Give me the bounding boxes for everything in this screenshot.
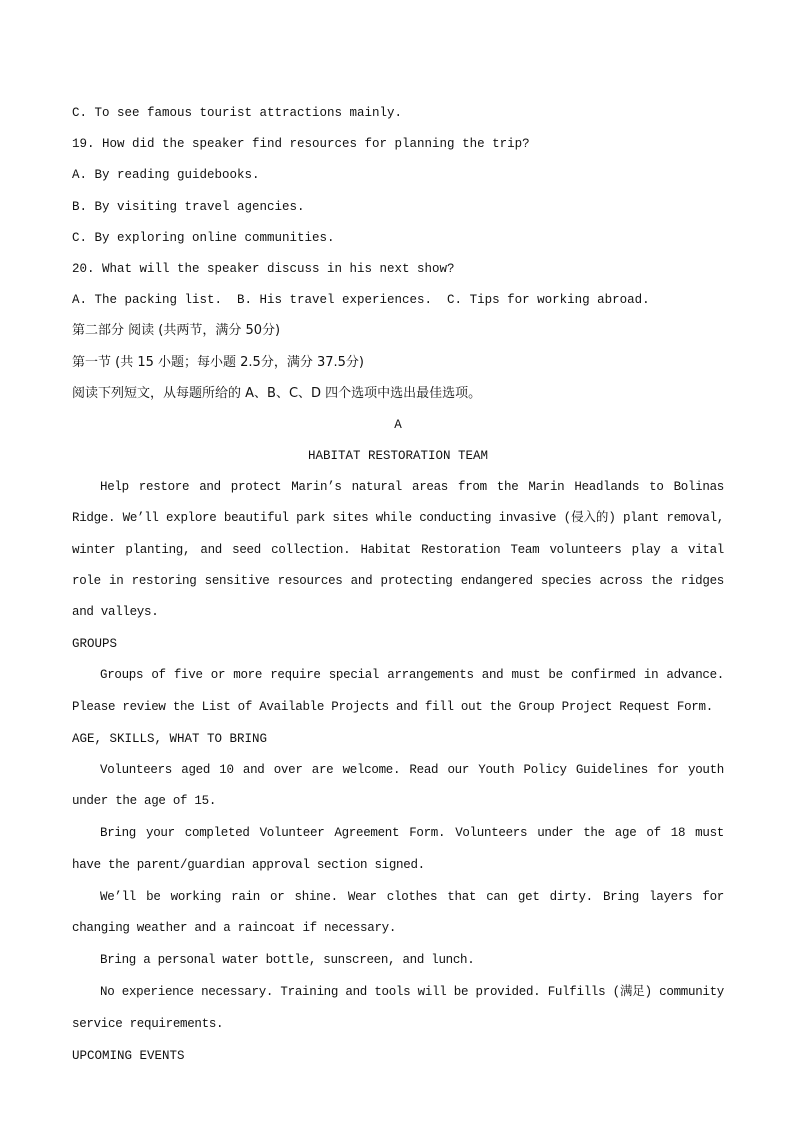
- groups-paragraph: Groups of five or more require special arrangements and must be confirmed in advance. Please review the List of Available Projects and fill out the Group Project Request Form.: [72, 668, 724, 714]
- exam-page: [72, 104, 724, 1078]
- q19-stem: 19. How did the speaker find resources for planning the trip?: [72, 137, 530, 152]
- passage-label: A: [394, 417, 402, 432]
- bring-paragraph: Bring a personal water bottle, sunscreen, and lunch.: [100, 953, 475, 968]
- q18-option-c: C. To see famous tourist attractions mainly.: [72, 106, 403, 120]
- passage-title: HABITAT RESTORATION TEAM: [307, 449, 489, 464]
- q19-option-b: B. By visiting travel agencies.: [72, 199, 305, 214]
- form-paragraph: Bring your completed Volunteer Agreement Form. Volunteers under the age of 18 must have the parent/guardian approval section signed.: [72, 826, 724, 872]
- weather-paragraph: We’ll be working rain or shine. Wear clothes that can get dirty. Bring layers for changing weather and a raincoat if necessary.: [72, 889, 724, 936]
- q20-stem: 20. What will the speaker discuss in his next show?: [72, 261, 455, 276]
- q19-option-a: A. By reading guidebooks.: [72, 168, 260, 183]
- experience-paragraph: No experience necessary. Training and tools will be provided. Fulfills (满足) community service requirements.: [72, 985, 724, 1031]
- age-paragraph: Volunteers aged 10 and over are welcome. Read our Youth Policy Guidelines for youth under the age of 15.: [72, 763, 724, 809]
- subsection-title: 第一节 (共 15 小题；每小题 2.5分，满分 37.5分): [72, 354, 364, 370]
- q19-option-c: C. By exploring online communities.: [72, 230, 335, 245]
- intro-paragraph: Help restore and protect Marin’s natural areas from the Marin Headlands to Bolinas Ridge. We’ll explore beautiful park sites while conducting invasive (侵入的) plant removal, winter planting, and seed collection. Habitat Restoration Team volunteers play a vital role in restoring sensitive resources and protecting endangered species across the ridges and valleys.: [72, 480, 724, 620]
- part-title: 第二部分 阅读 (共两节，满分 50分): [72, 323, 281, 339]
- age-skills-heading: AGE, SKILLS, WHAT TO BRING: [72, 731, 268, 746]
- instruction: 阅读下列短文，从每题所给的 A、B、C、D 四个选项中选出最佳选项。: [72, 385, 482, 401]
- q20-options: A. The packing list. B. His travel experiences. C. Tips for working abroad.: [72, 293, 650, 308]
- groups-heading: GROUPS: [72, 637, 118, 652]
- upcoming-events-heading: UPCOMING EVENTS: [72, 1048, 185, 1063]
